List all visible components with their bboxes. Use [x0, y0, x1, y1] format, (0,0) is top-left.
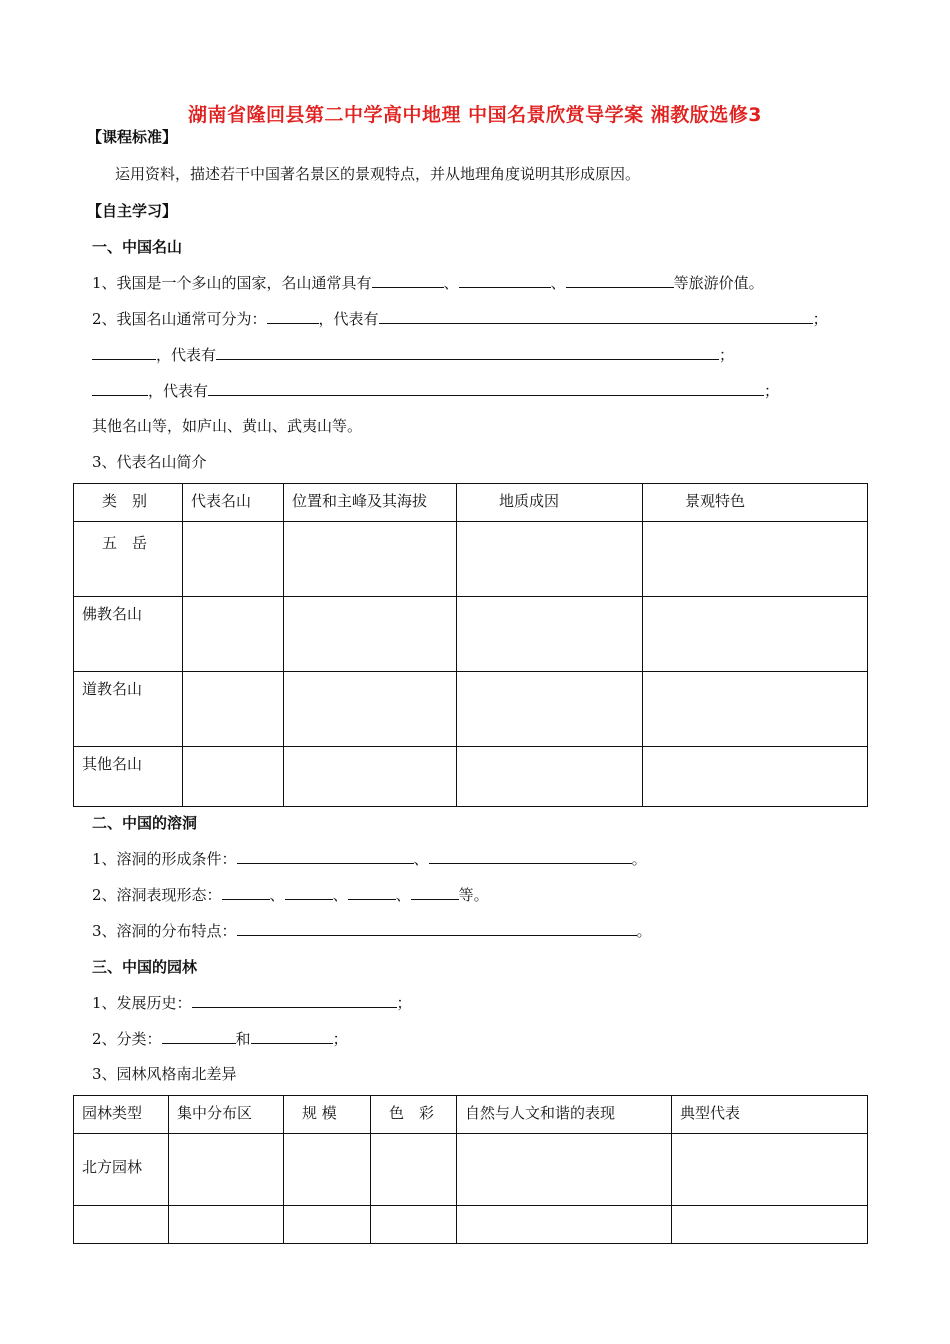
self-study-heading: 【自主学习】: [87, 202, 178, 220]
table-cell[interactable]: [284, 597, 457, 672]
row-label: 五 岳: [74, 522, 183, 597]
table-cell[interactable]: [457, 747, 643, 807]
table-header-row: [74, 484, 868, 522]
table-header-cell: 类 别: [74, 484, 183, 522]
answer-blank[interactable]: [429, 849, 632, 864]
table-cell[interactable]: [169, 1134, 284, 1206]
row-label: 其他名山: [74, 747, 183, 807]
answer-blank[interactable]: [267, 309, 319, 324]
mountains-question-2-line-3: ，代表有 ；: [92, 380, 779, 401]
table-header-cell: 代表名山: [183, 484, 284, 522]
answer-blank[interactable]: [162, 1029, 236, 1044]
table-cell[interactable]: [643, 747, 868, 807]
mountains-table: [73, 483, 868, 807]
answer-blank[interactable]: [216, 345, 719, 360]
mountains-question-1: 1、我国是一个多山的国家，名山通常具有 、 、 等旅游价值。: [92, 274, 764, 292]
table-header-cell: 色 彩: [371, 1096, 457, 1134]
table-cell[interactable]: [457, 522, 643, 597]
table-header-cell: 景观特色: [643, 484, 868, 522]
table-header-cell: 地质成因: [457, 484, 643, 522]
table-cell[interactable]: [371, 1206, 457, 1244]
table-cell[interactable]: [284, 522, 457, 597]
row-label: [74, 1206, 169, 1244]
answer-blank[interactable]: [222, 885, 270, 900]
answer-blank[interactable]: [348, 885, 396, 900]
table-row: [74, 597, 868, 672]
table-row: [74, 1134, 868, 1206]
answer-blank[interactable]: [92, 345, 156, 360]
table-cell[interactable]: [643, 522, 868, 597]
table-header-cell: 自然与人文和谐的表现: [457, 1096, 672, 1134]
gardens-question-2: 2、分类： 和 ；: [92, 1030, 348, 1048]
caves-question-2: 2、溶洞表现形态： 、 、 、 等。: [92, 886, 489, 904]
answer-blank[interactable]: [379, 309, 813, 324]
answer-blank[interactable]: [372, 273, 444, 288]
mountains-question-2: 2、我国名山通常可分为： ，代表有 ；: [92, 310, 828, 328]
table-cell[interactable]: [672, 1206, 868, 1244]
answer-blank[interactable]: [251, 1029, 333, 1044]
table-header-cell: 规 模: [284, 1096, 371, 1134]
table-cell[interactable]: [169, 1206, 284, 1244]
table-header-cell: 典型代表: [672, 1096, 868, 1134]
answer-blank[interactable]: [285, 885, 333, 900]
table-cell[interactable]: [284, 672, 457, 747]
table-cell[interactable]: [672, 1134, 868, 1206]
table-header-cell: 集中分布区: [169, 1096, 284, 1134]
table-cell[interactable]: [457, 597, 643, 672]
table-row: [74, 747, 868, 807]
table-row: [74, 1206, 868, 1244]
table-cell[interactable]: [183, 522, 284, 597]
table-header-cell: 园林类型: [74, 1096, 169, 1134]
mountains-other-text: 其他名山等，如庐山、黄山、武夷山等。: [92, 417, 363, 435]
course-standard-heading: 【课程标准】: [87, 128, 178, 146]
table-row: [74, 522, 868, 597]
document-title: 湖南省隆回县第二中学高中地理 中国名景欣赏导学案 湘教版选修3: [188, 104, 762, 126]
table-cell[interactable]: [183, 672, 284, 747]
table-cell[interactable]: [284, 1206, 371, 1244]
answer-blank[interactable]: [459, 273, 551, 288]
table-cell[interactable]: [643, 597, 868, 672]
row-label: 北方园林: [74, 1134, 169, 1206]
gardens-question-3: 3、园林风格南北差异: [92, 1065, 237, 1083]
answer-blank[interactable]: [92, 381, 148, 396]
table-cell[interactable]: [183, 597, 284, 672]
answer-blank[interactable]: [237, 849, 414, 864]
course-standard-text: 运用资料，描述若干中国著名景区的景观特点，并从地理角度说明其形成原因。: [115, 165, 641, 183]
table-cell[interactable]: [643, 672, 868, 747]
table-cell[interactable]: [371, 1134, 457, 1206]
table-cell[interactable]: [457, 672, 643, 747]
row-label: 佛教名山: [74, 597, 183, 672]
table-header-cell: 位置和主峰及其海拔: [284, 484, 457, 522]
answer-blank[interactable]: [192, 993, 397, 1008]
caves-question-3: 3、溶洞的分布特点： 。: [92, 922, 652, 940]
table-row: [74, 672, 868, 747]
mountains-question-3: 3、代表名山简介: [92, 453, 207, 471]
caves-heading: 二、中国的溶洞: [92, 814, 198, 832]
table-cell[interactable]: [457, 1134, 672, 1206]
gardens-question-1: 1、发展历史： ；: [92, 994, 412, 1012]
answer-blank[interactable]: [208, 381, 764, 396]
caves-question-1: 1、溶洞的形成条件： 、 。: [92, 850, 647, 868]
row-label: 道教名山: [74, 672, 183, 747]
answer-blank[interactable]: [566, 273, 674, 288]
mountains-question-2-line-2: ，代表有 ；: [92, 344, 734, 365]
gardens-heading: 三、中国的园林: [92, 958, 198, 976]
gardens-table: [73, 1095, 868, 1244]
table-cell[interactable]: [183, 747, 284, 807]
table-header-row: [74, 1096, 868, 1134]
answer-blank[interactable]: [411, 885, 459, 900]
mountains-heading: 一、中国名山: [92, 238, 183, 256]
answer-blank[interactable]: [237, 921, 637, 936]
table-cell[interactable]: [284, 747, 457, 807]
table-cell[interactable]: [284, 1134, 371, 1206]
table-cell[interactable]: [457, 1206, 672, 1244]
